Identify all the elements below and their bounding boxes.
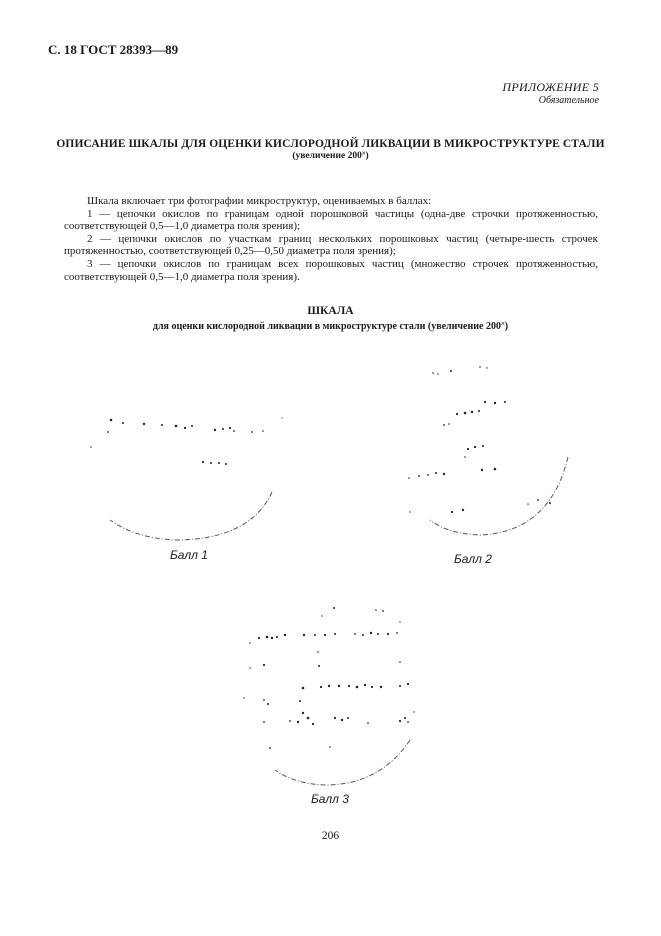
page-header: С. 18 ГОСТ 28393—89 bbox=[48, 42, 179, 57]
scale-title: ШКАЛА bbox=[307, 305, 354, 317]
figure-caption: Балл 3 bbox=[311, 792, 349, 806]
figure-caption: Балл 2 bbox=[454, 552, 492, 566]
scale-title-block bbox=[40, 305, 621, 332]
intro-paragraph: Шкала включает три фотографии микроструктур, оцениваемых в баллах: bbox=[87, 195, 432, 207]
item-paragraph: 3 — цепочки окислов по границам всех порошковых частиц (множество строчек протяженностью, соответствующей 0,5—1,0 диаметра поля зрения). bbox=[64, 257, 598, 283]
title-magnification: (увеличение 200˟) bbox=[292, 151, 369, 161]
figure-caption: Балл 1 bbox=[170, 548, 208, 562]
appendix-status: Обязательное bbox=[538, 95, 599, 106]
appendix-number: ПРИЛОЖЕНИЕ 5 bbox=[502, 80, 599, 94]
item-paragraph: 2 — цепочки окислов по участкам границ нескольких порошковых частиц (четыре-шесть строчек протяженностью, соответствующей 0,25—0,50 диаметра поля зрения); bbox=[64, 232, 598, 258]
page-number: 206 bbox=[321, 830, 340, 842]
micrograph-score-2 bbox=[400, 362, 575, 542]
micrograph-score-3 bbox=[240, 600, 420, 790]
section-title bbox=[40, 138, 621, 161]
title-line: ОПИСАНИЕ ШКАЛЫ ДЛЯ ОЦЕНКИ КИСЛОРОДНОЙ ЛИКВАЦИИ В МИКРОСТРУКТУРЕ СТАЛИ bbox=[56, 138, 605, 150]
description-text bbox=[64, 195, 598, 283]
appendix-label bbox=[502, 80, 599, 106]
item-paragraph: 1 — цепочки окислов по границам одной порошковой частицы (одна-две строчки протяженностью, соответствующей 0,5—1,0 диаметра поля зрения); bbox=[64, 207, 598, 233]
micrograph-score-1 bbox=[80, 400, 300, 545]
scale-subtitle: для оценки кислородной ликвации в микроструктуре стали (увеличение 200˟) bbox=[152, 321, 509, 332]
